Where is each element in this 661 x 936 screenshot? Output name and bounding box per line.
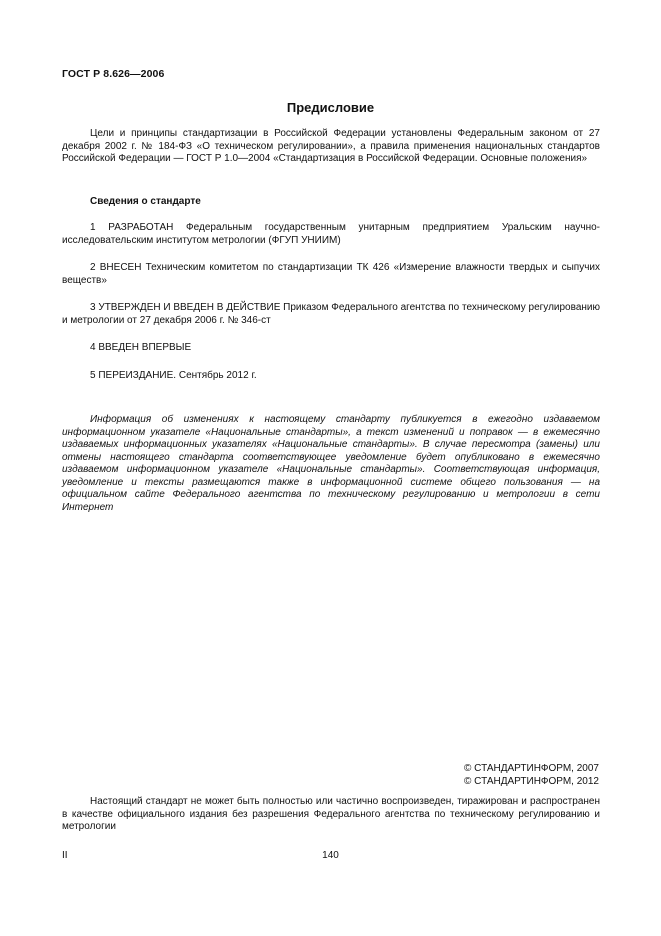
copyright-2012: © СТАНДАРТИНФОРМ, 2012 [464,776,599,787]
item-introduced: 4 ВВЕДЕН ВПЕРВЫЕ [90,342,192,353]
intro-paragraph: Цели и принципы стандартизации в Российской Федерации установлены Федеральным законом от 27 декабря 2002 г. № 184-ФЗ «О техническом регулировании», а правила применения национальных стандартов Российской Федерации — ГОСТ Р 1.0—2004 «Стандартизация в Российской Федерации. Основные положения» [62,128,600,164]
page-number: 140 [322,850,339,861]
copyright-2007: © СТАНДАРТИНФОРМ, 2007 [464,763,599,774]
item-reissue: 5 ПЕРЕИЗДАНИЕ. Сентябрь 2012 г. [90,370,257,381]
item-approved: 3 УТВЕРЖДЕН И ВВЕДЕН В ДЕЙСТВИЕ Приказом Федерального агентства по техническому регулированию и метрологии от 27 декабря 2006 г. № 346-ст [62,302,600,326]
section-heading: Сведения о стандарте [90,196,201,207]
document-code: ГОСТ Р 8.626—2006 [62,68,165,80]
roman-page-number: II [62,850,68,861]
item-submitted: 2 ВНЕСЕН Техническим комитетом по стандартизации ТК 426 «Измерение влажности твердых и сыпучих веществ» [62,262,600,286]
page-title: Предисловие [286,100,375,115]
info-notice: Информация об изменениях к настоящему стандарту публикуется в ежегодно издаваемом информационном указателе «Национальные стандарты», а текст изменений и поправок — в ежемесячно издаваемых информационных указателях «Национальные стандарты». В случае пересмотра (замены) или отмены настоящего стандарта соответствующее уведомление будет опубликовано в ежемесячно издаваемом информационном указателе «Национальные стандарты». Соответствующая информация, уведомление и тексты размещаются также в информационной системе общего пользования — на официальном сайте Федерального агентства по техническому регулированию и метрологии в сети Интернет [62,414,600,513]
item-developed: 1 РАЗРАБОТАН Федеральным государственным унитарным предприятием Уральским научно-исследовательским институтом метрологии (ФГУП УНИИМ) [62,222,600,246]
reproduction-notice: Настоящий стандарт не может быть полностью или частично воспроизведен, тиражирован и распространен в качестве официального издания без разрешения Федерального агентства по техническому регулированию и метрологии [62,796,600,832]
